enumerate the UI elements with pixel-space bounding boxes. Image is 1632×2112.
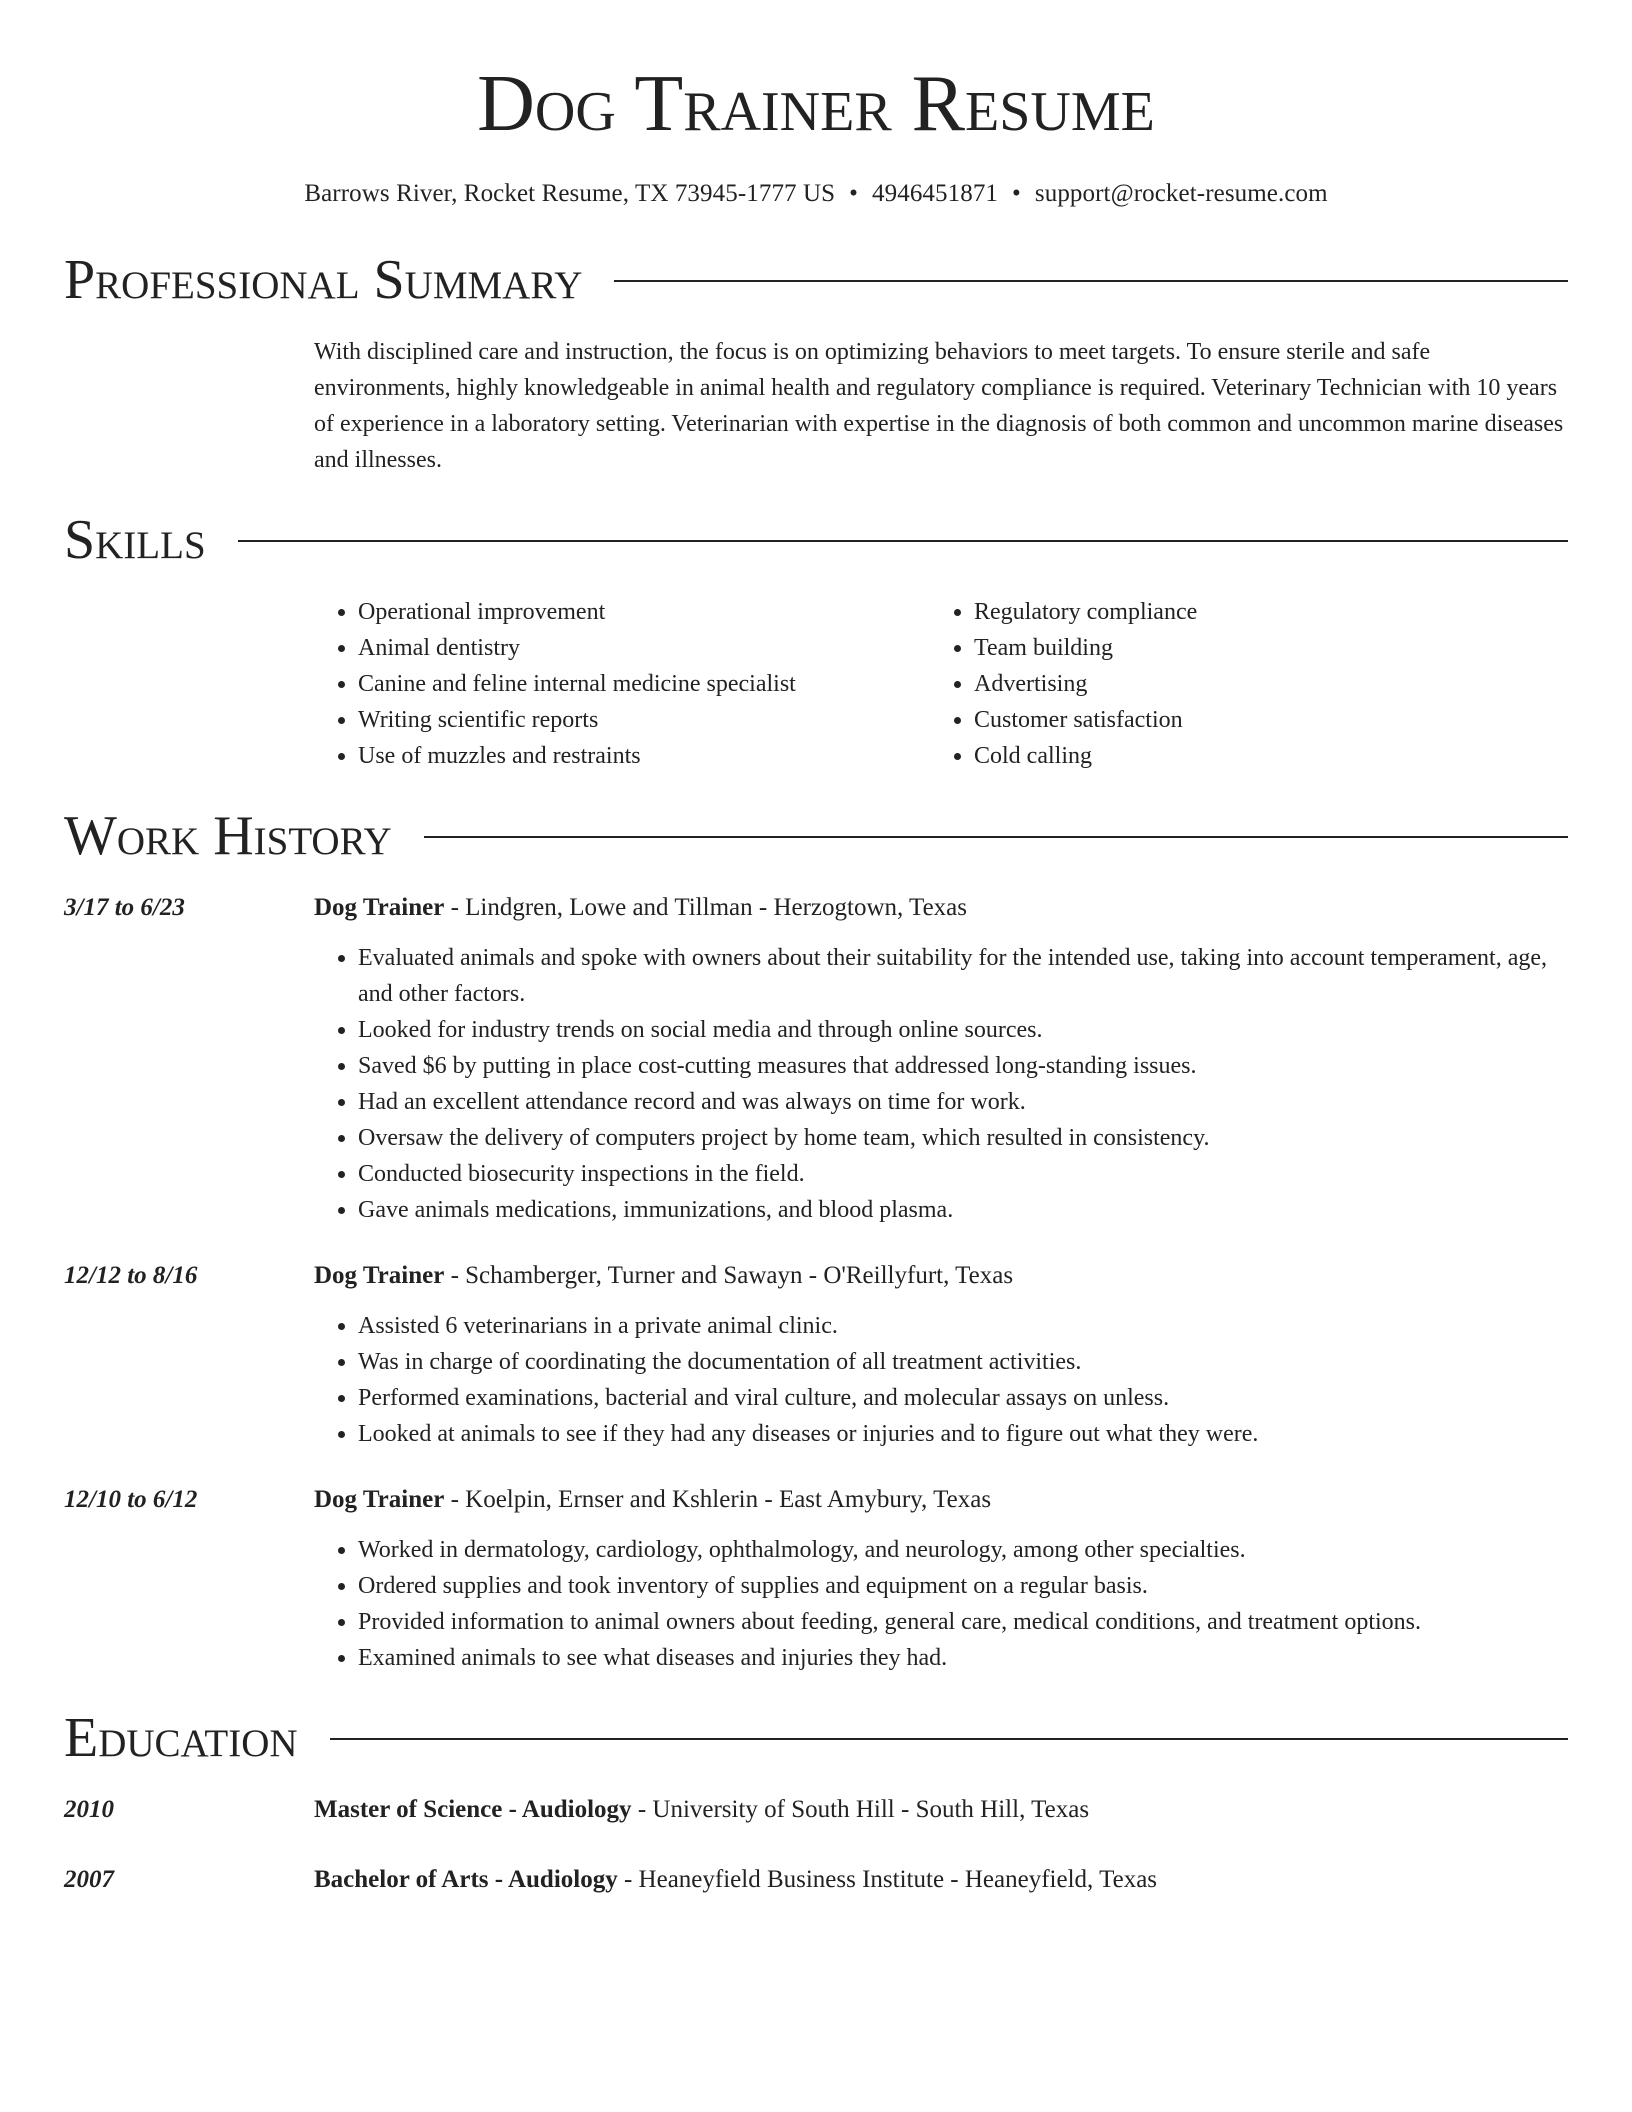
job-employer: - Koelpin, Ernser and Kshlerin - East Amybury, Texas [444,1486,992,1513]
resume-name: Dog Trainer Resume [477,60,1155,148]
section-divider [330,1738,1568,1740]
job-bullet: • Looked for industry trends on social media and through online sources. [358,1012,1568,1048]
skill-item: • Canine and feline internal medicine specialist [358,666,930,702]
contact-line [64,180,1568,208]
job-entry [64,1258,1568,1452]
skills-list [314,594,1568,774]
skill-item: • Cold calling [974,738,1546,774]
education-line [314,1792,1089,1828]
education-entry [64,1792,1568,1828]
job-bullet: • Oversaw the delivery of computers project by home team, which resulted in consistency. [358,1120,1568,1156]
education-degree: Master of Science - Audiology [314,1796,632,1823]
job-bullet: • Worked in dermatology, cardiology, ophthalmology, and neurology, among other specialties. [358,1532,1568,1568]
job-bullet: • Evaluated animals and spoke with owners about their suitability for the intended use, taking into account temperament, age, and other factors. [358,940,1568,1012]
skill-item: • Operational improvement [358,594,930,630]
work-heading: Work History [64,805,392,867]
education-entry [64,1862,1568,1898]
job-title: Dog Trainer [314,894,445,921]
job-bullet: • Assisted 6 veterinarians in a private animal clinic. [358,1308,1568,1344]
job-bullets [314,1308,1568,1452]
skill-item: • Regulatory compliance [974,594,1546,630]
section-divider [614,280,1568,282]
skill-item: • Animal dentistry [358,630,930,666]
job-bullet: • Saved $6 by putting in place cost-cutting measures that addressed long-standing issues. [358,1048,1568,1084]
job-dates: 12/10 to 6/12 [64,1486,198,1513]
skills-section-header [64,509,1568,571]
job-bullet: • Examined animals to see what diseases and injuries they had. [358,1640,1568,1676]
job-bullet: • Was in charge of coordinating the documentation of all treatment activities. [358,1344,1568,1380]
job-entry [64,1482,1568,1676]
education-school: - University of South Hill - South Hill, Texas [631,1796,1090,1823]
job-bullet: • Performed examinations, bacterial and viral culture, and molecular assays on unless. [358,1380,1568,1416]
contact-separator: • [1012,180,1021,207]
skill-item: • Advertising [974,666,1546,702]
job-title: Dog Trainer [314,1486,445,1513]
section-divider [238,540,1568,542]
job-bullet: • Conducted biosecurity inspections in the field. [358,1156,1568,1192]
skills-column-right [930,594,1546,774]
education-section-header [64,1707,1568,1769]
skills-column-left [314,594,930,774]
job-bullet: • Gave animals medications, immunizations, and blood plasma. [358,1192,1568,1228]
summary-heading: Professional Summary [64,249,583,311]
summary-text: With disciplined care and instruction, the focus is on optimizing behaviors to meet targets. To ensure sterile and safe environments, highly knowledgeable in animal health and regulatory compliance is required. Veterinary Technician with 10 years of experience in a laboratory setting. Veterinarian with expertise in the diagnosis of both common and uncommon marine diseases and illnesses. [314,339,1564,473]
skill-item: • Customer satisfaction [974,702,1546,738]
job-employer: - Schamberger, Turner and Sawayn - O'Reillyfurt, Texas [444,1262,1014,1289]
work-section-header [64,805,1568,867]
job-title-line [314,1482,1568,1518]
summary-section-header [64,249,1568,311]
education-line [314,1862,1157,1898]
skill-item: • Team building [974,630,1546,666]
job-title-line [314,1258,1568,1294]
job-bullet: • Had an excellent attendance record and was always on time for work. [358,1084,1568,1120]
skill-item: • Use of muzzles and restraints [358,738,930,774]
contact-separator: • [849,180,859,207]
skills-heading: Skills [64,509,206,571]
job-employer: - Lindgren, Lowe and Tillman - Herzogtown, Texas [444,894,968,921]
education-degree: Bachelor of Arts - Audiology [314,1866,618,1893]
contact-address: Barrows River, Rocket Resume, TX 73945-1777 US [304,180,836,207]
job-bullet: • Looked at animals to see if they had any diseases or injuries and to figure out what they were. [358,1416,1568,1452]
job-bullet: • Provided information to animal owners about feeding, general care, medical conditions, and treatment options. [358,1604,1568,1640]
job-bullets [314,940,1568,1228]
skill-item: • Writing scientific reports [358,702,930,738]
job-dates: 3/17 to 6/23 [64,894,185,921]
education-heading: Education [64,1707,298,1769]
job-bullet: • Ordered supplies and took inventory of supplies and equipment on a regular basis. [358,1568,1568,1604]
job-bullets [314,1532,1568,1676]
contact-phone: 4946451871 [872,180,999,207]
education-year: 2007 [64,1866,114,1893]
job-entry [64,890,1568,1228]
section-divider [424,836,1568,838]
job-dates: 12/12 to 8/16 [64,1262,198,1289]
job-title-line [314,890,1568,926]
contact-email[interactable]: support@rocket-resume.com [1034,180,1328,207]
job-title: Dog Trainer [314,1262,445,1289]
education-school: - Heaneyfield Business Institute - Heaneyfield, Texas [617,1866,1158,1893]
education-year: 2010 [64,1796,114,1823]
